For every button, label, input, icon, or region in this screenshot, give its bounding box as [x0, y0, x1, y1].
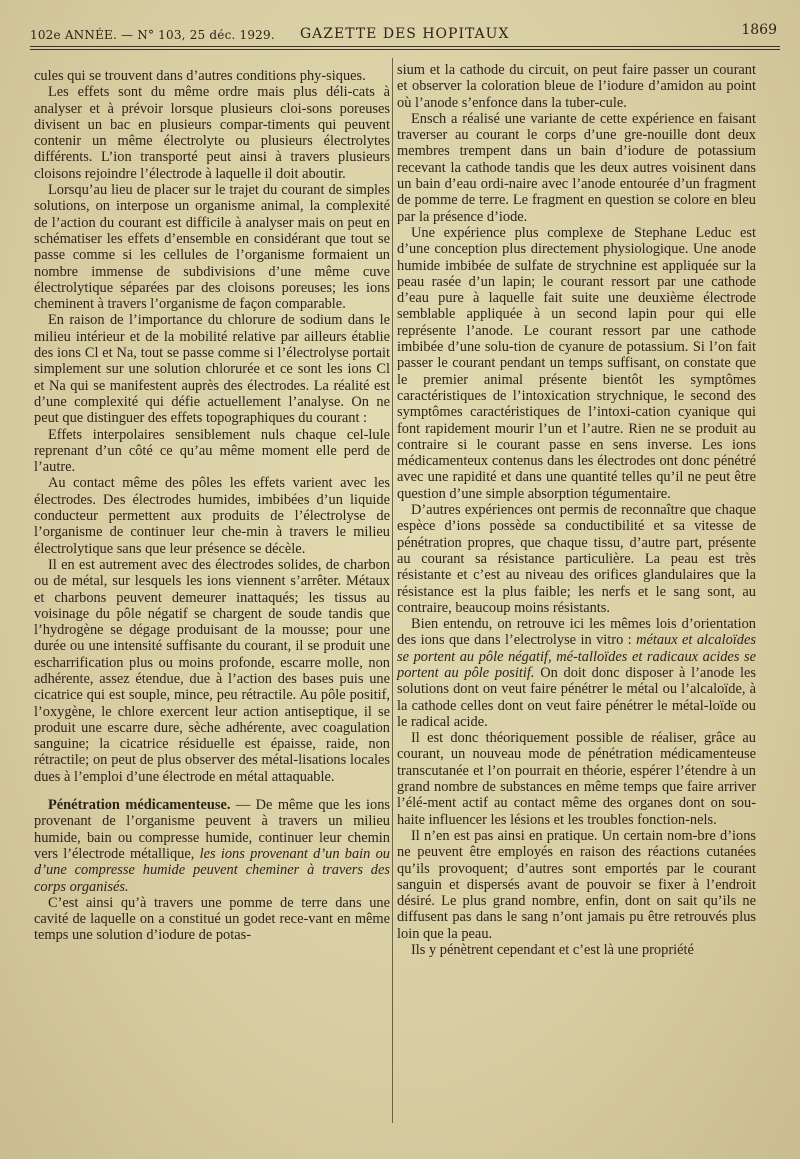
paragraph: [34, 68, 390, 84]
paragraph-text: En raison de l’importance du chlorure de sodium dans le milieu intérieur et de la mobilité relative par ailleurs établie des ions Cl et Na, tout se passe comme si l’électrolyse portait simplement sur une solution chlorurée et ce sont les ions Cl et Na qui se manifestent auprès des électrodes. La réalité est d’une complexité qui défie actuellement l’analyse. On ne peut que distinguer des effets topographiques du courant :: [34, 312, 390, 427]
paragraph: [34, 475, 390, 556]
paragraph-text: Il n’en est pas ainsi en pratique. Un certain nom-bre d’ions ne peuvent être employés en raison des réactions cutanées qu’ils provoquent; d’autres sont emportés par le courant sanguin et dispersés avant de pouvoir se fixer à l’endroit désiré. Le plus grand nombre, enfin, dont on sait qu’ils ne diffusent pas dans le sang n’ont jamais pu être retrouvés plus loin que la peau.: [397, 827, 756, 942]
paragraph-text: sium et la cathode du circuit, on peut faire passer un courant et observer la coloration bleue de l’iodure d’amidon au point où l’anode s’enfonce dans la tuber-cule.: [397, 62, 756, 111]
paragraph-text: On doit donc disposer à l’anode les solutions dont on veut faire pénétrer le métal ou l’alcaloïde, à la cathode celles dont on veut faire pénétrer le métal-loïde ou le radical acide.: [397, 664, 756, 730]
paragraph-text: D’autres expériences ont permis de reconnaître que chaque espèce d’ions possède sa conductibilité et sa vitesse de pénétration propres, que chaque tissu, d’autre part, présente au courant sa résistance particulière. La peau est très résistante et c’est au niveau des orifices glandulaires que la résistance est la plus faible; les nerfs et le sang sont, au contraire, beaucoup moins résistants.: [397, 502, 756, 616]
section-gap: [34, 785, 390, 797]
left-column: [34, 68, 390, 944]
column-divider: [392, 58, 393, 1123]
paragraph: [34, 427, 390, 476]
paragraph-text: Au contact même des pôles les effets varient avec les électrodes. Des électrodes humides, imbibées d’un liquide conducteur permettent aux produits de l’électrolyse de l’organisme de continuer leur che-min à travers le milieu électrolytique sans que leur présence se décèle.: [34, 475, 390, 557]
paragraph-text: Effets interpolaires sensiblement nuls chaque cel-lule reprenant d’un côté ce qu’au même moment elle perd de l’autre.: [34, 426, 390, 476]
paragraph: [397, 502, 756, 616]
paragraph-text: Ensch a réalisé une variante de cette expérience en faisant traverser au courant le corps d’une gre-nouille dont deux membres trempent dans un bain d’iodure de potassium recevant la cathode tandis que les deux autres voisinent dans un bain d’eau ordi-naire avec l’anode entourée d’un fragment de pomme de terre. Le fragment en question se colore en bleu par la présence d’iode.: [397, 110, 756, 225]
paragraph-text: — De même que les ions provenant de l’organisme peuvent à travers un milieu humide, bain ou compresse humide, continuer leur chemin vers l’électrode métallique,: [34, 797, 390, 862]
paragraph-text: Ils y pénètrent cependant et c’est là une propriété: [411, 942, 694, 959]
paragraph: [34, 557, 390, 785]
paragraph: [397, 111, 756, 225]
paragraph: [34, 182, 390, 312]
paragraph-text: Il est donc théoriquement possible de réaliser, grâce au courant, un nouveau mode de pénétration médicamenteuse transcutanée et l’on pourrait en théorie, espérer l’étendre à un grand nombre de substances en même temps que faire arriver l’élé-ment actif au contact même des organes dont on sou-haite influencer les lésions et les troubles fonction-nels.: [397, 730, 756, 828]
header-rule-thick: [30, 46, 780, 47]
paragraph: [34, 895, 390, 944]
paragraph: [397, 730, 756, 828]
paragraph: [397, 62, 756, 111]
paragraph: [34, 312, 390, 426]
section-heading: Pénétration médicamenteuse.: [48, 797, 231, 814]
page-number: 1869: [741, 22, 777, 38]
italic-text: les ions provenant d’un bain ou d’une compresse humide peuvent cheminer à travers des corps organisés.: [34, 845, 390, 895]
paragraph: [34, 84, 390, 182]
paragraph: [397, 225, 756, 502]
paragraph-text: Bien entendu, on retrouve ici les mêmes lois d’orientation des ions que dans l’electrolyse in vitro :: [397, 616, 756, 649]
journal-title: GAZETTE DES HOPITAUX: [300, 26, 510, 42]
paragraph: [397, 616, 756, 730]
paragraph-text: cules qui se trouvent dans d’autres conditions phy-siques.: [34, 68, 366, 84]
paragraph-text: Les effets sont du même ordre mais plus déli-cats à analyser et à prévoir lorsque plusieurs cloi-sons poreuses divisent un bac en plusieurs compar-timents qui peuvent contenir un même électrolyte ou plusieurs électrolytes différents. L’ion transporté peut ainsi à travers plusieurs cloisons rejoindre l’électrode à laquelle il doit aboutir.: [34, 84, 390, 182]
italic-text: métaux et alcaloïdes se portent au pôle négatif, mé-talloïdes et radicaux acides se portent au pôle positif.: [397, 632, 756, 681]
paragraph: [397, 942, 756, 958]
paragraph-text: Il en est autrement avec des électrodes solides, de charbon ou de métal, sur lesquels les ions viennent s’arrêter. Métaux et charbons peuvent demeurer inattaqués; les tissus au voisinage du pôle négatif se chargent de soude tandis que l’hydrogène se dégage produisant de la mousse; pour une durée ou une intensité suffisante du courant, il se produit une escharrification plus ou moins profonde, escarre molle, non adhérente, assez étendue, due à l’action des bases puis une cicatrice qui est souple, mince, peu rétractile. Au pôle positif, l’oxygène, le chlore exercent leur action antiseptique, il se produit une escarre dure, sèche adhérente, avec coagulation sanguine; la cicatrice résiduelle est épaisse, raide, non rétractile; on peut de plus observer des métal-lisations locales dues à l’emploi d’une électrode en métal attaquable.: [34, 556, 390, 785]
paragraph-text: Une expérience plus complexe de Stephane Leduc est d’une conception plus directement physiologique. Une anode humide imbibée de sulfate de strychnine est appliquée sur la peau rasée d’un lapin; le courant ressort par une cathode d’eau pure à laquelle fait suite une deuxième électrode semblable appliquée à un second lapin pour qui elle représente l’anode. Le courant ressort par une cathode imbibée d’une solu-tion de cyanure de potassium. Si l’on fait passer le courant pendant un temps suffisant, on constate que le premier animal présente bientôt les symptômes caractéristiques de l’intoxication strychnique, le second des symptômes caractéristiques de l’intoxi-cation cyanique qui font rapidement mourir l’un et l’autre. Rien ne se produit au contraire si le courant passe en sens inverse. Les ions médicamenteux contenus dans les électrodes ont donc pénétré avec une rapidité et dans une quantité telles qu’il ne peut être question d’une simple absorption tégumentaire.: [397, 224, 756, 502]
paragraph: [34, 797, 390, 895]
right-column: [397, 62, 756, 958]
header-rule-thin: [30, 49, 780, 50]
page-header: [30, 22, 775, 44]
issue-info: 102e ANNÉE. — N° 103, 25 déc. 1929.: [30, 28, 275, 42]
paragraph: [397, 828, 756, 942]
paragraph-text: Lorsqu’au lieu de placer sur le trajet du courant de simples solutions, on interpose un organisme animal, la complexité de l’action du courant est difficile à analyser mais on peut en schématiser les effets d’ensemble en considérant que tout se passe comme si les cellules de l’organisme formaient un nombre immense de subdivisions d’une même cuve électrolytique séparées par des cloisons poreuses; les ions cheminent à travers l’organisme de façon comparable.: [34, 182, 390, 313]
paragraph-text: C’est ainsi qu’à travers une pomme de terre dans une cavité de laquelle on a constitué un godet rece-vant en même temps une solution d’iodure de potas-: [34, 894, 390, 944]
